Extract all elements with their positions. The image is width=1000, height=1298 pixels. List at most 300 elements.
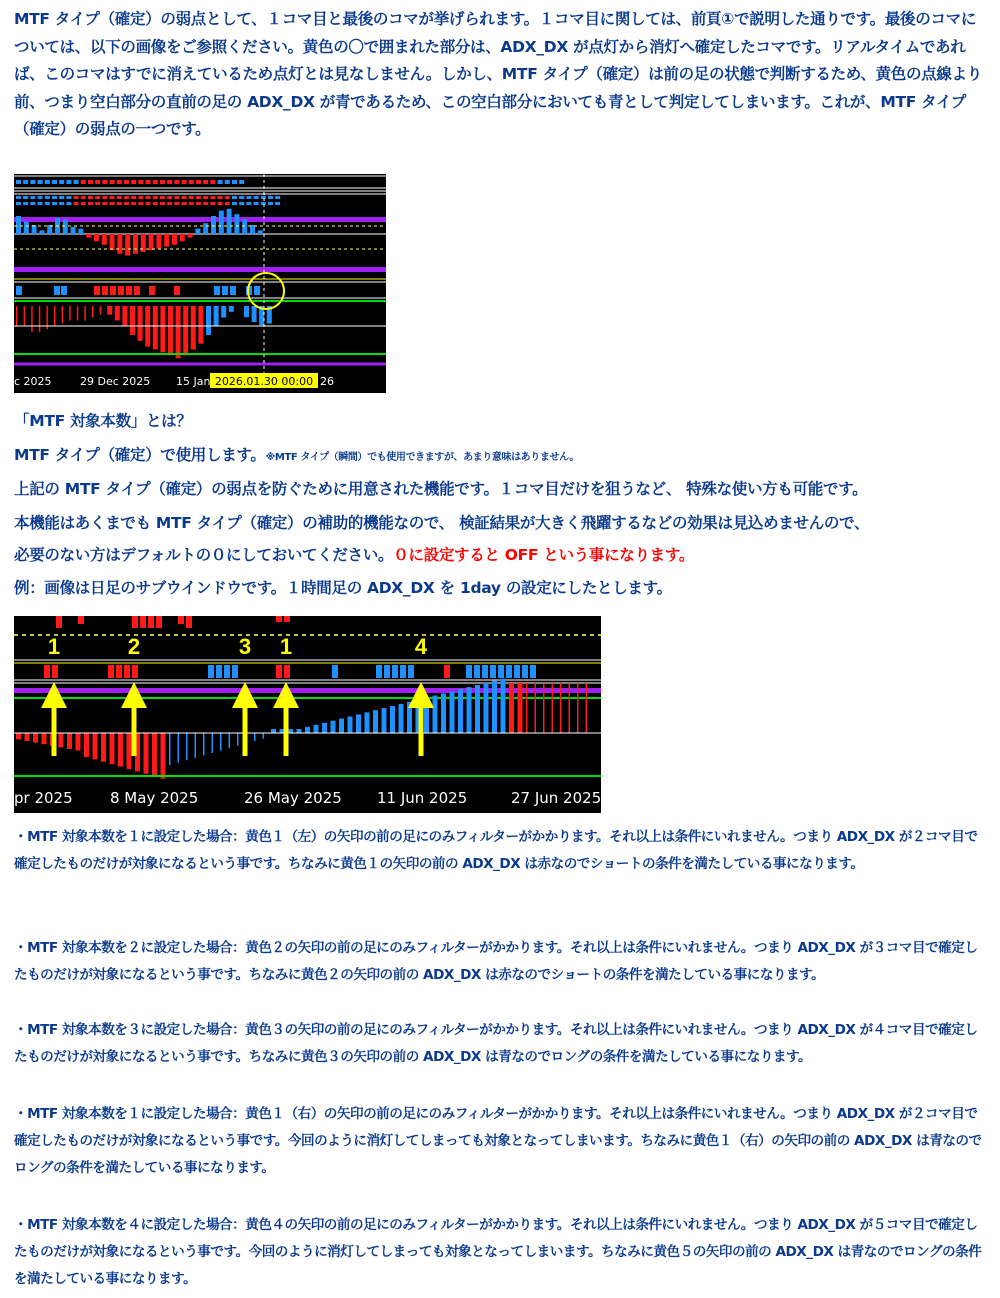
signal-square	[110, 202, 115, 205]
signal-square	[408, 665, 414, 678]
histogram-bar	[577, 683, 579, 733]
signal-square	[38, 202, 43, 205]
histogram-bar	[16, 306, 18, 326]
signal-square	[268, 202, 273, 205]
histogram-bar	[152, 733, 157, 776]
histogram-bar	[101, 733, 106, 762]
signal-square	[81, 196, 86, 199]
histogram-bar	[180, 234, 185, 241]
signal-square	[138, 180, 143, 184]
signal-square	[74, 180, 79, 184]
signal-square	[16, 196, 21, 199]
arrow-number-label: 1	[47, 634, 61, 659]
signal-square	[102, 202, 107, 205]
histogram-bar	[156, 234, 161, 248]
signal-square	[210, 202, 215, 205]
crosshair-date-label: 2026.01.30 00:00	[214, 375, 314, 388]
histogram-bar	[492, 681, 497, 733]
histogram-bar	[271, 729, 276, 733]
bullet-4: ・MTF 対象本数を１に設定した場合：黄色１（右）の矢印の前の足にのみフィルターがかかります。それ以上は条件にいれません。つまり ADX_DX が２コマ目で確定したものだけが対象になるという事です。今回のように消灯してしまっても対象となってしまいます。ちなみに黄色１（右）の矢印の前の ADX_DX は青なのでロングの条件を満たしている事になります。	[14, 1106, 982, 1176]
histogram-bar	[322, 723, 327, 733]
signal-square	[232, 196, 237, 199]
axis-tick-label: 26 May 2025	[244, 789, 342, 807]
axis-tick-label: 15 Jan	[176, 375, 211, 388]
signal-square	[124, 196, 129, 199]
histogram-bar	[178, 733, 180, 763]
default-red-text: ０に設定すると OFF という事になります。	[393, 546, 695, 564]
histogram-bar	[16, 216, 21, 234]
histogram-bar	[127, 733, 132, 769]
histogram-bar	[54, 306, 56, 326]
signal-square	[54, 286, 60, 295]
histogram-bar	[203, 223, 208, 234]
signal-square	[232, 180, 237, 184]
signal-square	[189, 180, 194, 184]
signal-square	[261, 202, 266, 205]
histogram-bar	[172, 234, 177, 245]
signal-square	[506, 665, 512, 678]
signal-square	[124, 665, 130, 678]
histogram-bar	[441, 693, 446, 733]
signal-square	[160, 202, 165, 205]
signal-square	[110, 196, 115, 199]
bullet-5: ・MTF 対象本数を４に設定した場合：黄色４の矢印の前の足にのみフィルターがかかります。それ以上は条件にいれません。つまり ADX_DX が５コマ目で確定したものだけが対象になるという事です。今回のように消灯してしまっても対象となってしまいます。ちなみに黄色５の矢印の前の ADX_DX は青なのでロングの条件を満たしている事になります。	[14, 1217, 982, 1287]
signal-square	[218, 180, 223, 184]
histogram-bar	[198, 306, 203, 344]
signal-square	[81, 202, 86, 205]
histogram-bar	[31, 306, 33, 332]
signal-square	[38, 196, 43, 199]
signal-square	[214, 286, 220, 295]
signal-square	[146, 202, 151, 205]
histogram-bar	[348, 717, 353, 734]
signal-square	[110, 180, 115, 184]
histogram-bar	[110, 234, 115, 250]
signal-square	[189, 202, 194, 205]
signal-square	[261, 196, 266, 199]
signal-square	[30, 202, 35, 205]
histogram-bar	[229, 733, 231, 748]
histogram-bar	[78, 229, 83, 234]
histogram-bar	[399, 704, 404, 733]
signal-square	[95, 180, 100, 184]
signal-square	[246, 202, 251, 205]
histogram-bar	[219, 211, 224, 234]
histogram-bar	[144, 733, 149, 774]
signal-square	[153, 202, 158, 205]
intro-paragraph: MTF タイプ（確定）の弱点として、１コマ目と最後のコマが挙げられます。１コマ目に関しては、前頁①で説明した通りです。最後のコマについては、以下の画像をご参照ください。黄色の〇で囲まれた部分は、ADX_DX が点灯から消灯へ確定したコマです。リアルタイムであれば、このコマはすでに消えているため点灯とは見なしません。しかし、MTF タイプ（確定）は前の足の状態で判断するため、黄色の点線より前、つまり空白部分の直前の足の ADX_DX が青であるため、この空白部分においても青として判定してしまいます。これが、MTF タイプ（確定）の弱点の一つです。	[14, 10, 982, 138]
arrow-number-label: 1	[279, 634, 293, 659]
signal-square	[117, 180, 122, 184]
signal-square	[530, 665, 536, 678]
signal-square	[196, 202, 201, 205]
signal-square	[232, 202, 237, 205]
histogram-bar	[115, 306, 120, 321]
signal-square	[131, 202, 136, 205]
signal-square	[182, 196, 187, 199]
histogram-bar	[132, 616, 138, 628]
signal-square	[131, 196, 136, 199]
signal-square	[224, 665, 230, 678]
histogram-bar	[195, 229, 200, 234]
signal-square	[522, 665, 528, 678]
signal-square	[44, 665, 50, 678]
signal-square	[174, 286, 180, 295]
histogram-bar	[153, 306, 158, 350]
bullet-3: ・MTF 対象本数を３に設定した場合：黄色３の矢印の前の足にのみフィルターがかかります。それ以上は条件にいれません。つまり ADX_DX が４コマ目で確定したものだけが対象になるという事です。ちなみに黄色３の矢印の前の ADX_DX は青なのでロングの条件を満たしている事になります。	[14, 1022, 978, 1065]
signal-square	[124, 202, 129, 205]
signal-square	[222, 286, 228, 295]
signal-square	[74, 196, 79, 199]
signal-square	[514, 665, 520, 678]
signal-square	[208, 665, 214, 678]
histogram-bar	[263, 733, 265, 739]
histogram-bar	[164, 234, 169, 247]
signal-square	[88, 196, 93, 199]
histogram-bar	[288, 729, 293, 733]
histogram-bar	[373, 710, 378, 733]
histogram-bar	[24, 306, 26, 326]
histogram-bar	[25, 733, 30, 741]
indicator-chart-arrows	[14, 616, 601, 813]
signal-square	[232, 665, 238, 678]
axis-tick-label: 8 May 2025	[110, 789, 199, 807]
histogram-bar	[543, 683, 545, 733]
signal-square	[146, 196, 151, 199]
signal-square	[117, 202, 122, 205]
signal-square	[384, 665, 390, 678]
histogram-bar	[178, 616, 184, 624]
signal-square	[146, 180, 151, 184]
histogram-bar	[169, 733, 171, 765]
signal-square	[276, 665, 282, 678]
histogram-bar	[244, 306, 249, 317]
histogram-bar	[237, 733, 239, 746]
histogram-bar	[211, 216, 216, 234]
signal-square	[94, 286, 100, 295]
signal-square	[66, 196, 71, 199]
histogram-bar	[76, 733, 81, 751]
signal-square	[174, 180, 179, 184]
signal-square	[239, 180, 244, 184]
indicator-chart-weak-point	[14, 174, 386, 393]
histogram-bar	[102, 234, 107, 245]
signal-square	[45, 202, 50, 205]
arrow-number-label: 2	[127, 634, 141, 659]
histogram-bar	[117, 234, 122, 254]
signal-square	[400, 665, 406, 678]
histogram-bar	[63, 220, 68, 234]
signal-square	[23, 202, 28, 205]
signal-square	[102, 180, 107, 184]
histogram-bar	[161, 733, 166, 779]
signal-square	[275, 196, 280, 199]
histogram-bar	[339, 719, 344, 733]
bullet-1: ・MTF 対象本数を１に設定した場合：黄色１（左）の矢印の前の足にのみフィルターがかかります。それ以上は条件にいれません。つまり ADX_DX が２コマ目で確定したものだけが対象になるという事です。ちなみに黄色１の矢印の前の ADX_DX は赤なのでショートの条件を満たしている事になります。	[14, 829, 978, 872]
histogram-bar	[168, 306, 173, 355]
signal-square	[482, 665, 488, 678]
signal-square	[167, 180, 172, 184]
signal-square	[138, 196, 143, 199]
signal-square	[225, 202, 230, 205]
signal-square	[110, 286, 116, 295]
signal-square	[174, 196, 179, 199]
signal-square	[108, 665, 114, 678]
signal-square	[16, 180, 21, 184]
histogram-bar	[458, 689, 463, 733]
signal-square	[218, 202, 223, 205]
signal-square	[254, 286, 260, 295]
histogram-bar	[69, 306, 71, 321]
axis-tick-label: c 2025	[14, 375, 52, 388]
histogram-bar	[212, 733, 214, 753]
signal-square	[239, 202, 244, 205]
signal-square	[134, 286, 140, 295]
histogram-bar	[365, 712, 370, 733]
signal-square	[196, 196, 201, 199]
signal-square	[95, 196, 100, 199]
histogram-bar	[382, 708, 387, 733]
signal-square	[61, 286, 67, 295]
highlight-circle	[248, 273, 284, 309]
signal-square	[153, 196, 158, 199]
signal-square	[30, 180, 35, 184]
histogram-bar	[484, 683, 489, 733]
signal-square	[52, 665, 58, 678]
signal-square	[88, 202, 93, 205]
signal-square	[203, 196, 208, 199]
usage-note: ※MTF タイプ（瞬間）でも使用できますが、あまり意味はありません。	[265, 452, 579, 463]
signal-square	[124, 180, 129, 184]
signal-square	[254, 196, 259, 199]
histogram-bar	[62, 306, 64, 323]
histogram-bar	[84, 306, 86, 321]
chart-1-svg	[14, 174, 386, 393]
signal-square	[189, 196, 194, 199]
signal-square	[81, 180, 86, 184]
histogram-bar	[356, 714, 361, 733]
signal-square	[246, 196, 251, 199]
histogram-bar	[284, 616, 290, 622]
signal-square	[218, 196, 223, 199]
histogram-bar	[450, 691, 455, 733]
signal-square	[52, 180, 57, 184]
signal-square	[225, 196, 230, 199]
signal-square	[38, 180, 43, 184]
histogram-bar	[390, 706, 395, 733]
histogram-bar	[186, 616, 192, 628]
signal-square	[59, 180, 64, 184]
aux-line: 本機能はあくまでも MTF タイプ（確定）の補助的機能なので、 検証結果が大きく飛躍するなどの効果は見込めませんので、	[14, 514, 870, 532]
signal-square	[149, 286, 155, 295]
signal-square	[239, 196, 244, 199]
histogram-bar	[305, 727, 310, 733]
histogram-bar	[78, 616, 84, 624]
histogram-bar	[203, 733, 205, 755]
signal-square	[230, 286, 236, 295]
arrow-number-label: 3	[238, 634, 252, 659]
histogram-bar	[77, 306, 79, 321]
signal-square	[275, 202, 280, 205]
histogram-bar	[509, 683, 514, 733]
histogram-bar	[206, 306, 211, 335]
histogram-bar	[149, 234, 154, 250]
histogram-bar	[242, 220, 247, 234]
signal-square	[131, 180, 136, 184]
histogram-bar	[569, 683, 571, 733]
histogram-bar	[535, 683, 537, 733]
signal-square	[30, 196, 35, 199]
histogram-bar	[314, 725, 319, 733]
histogram-bar	[195, 733, 197, 758]
signal-square	[88, 180, 93, 184]
default-text: 必要のない方はデフォルトの０にしておいてください。	[14, 546, 394, 564]
signal-square	[203, 180, 208, 184]
signal-square	[225, 180, 230, 184]
histogram-bar	[214, 306, 219, 326]
histogram-bar	[107, 306, 112, 315]
usage-line	[14, 443, 579, 465]
histogram-bar	[220, 733, 222, 751]
default-line	[14, 543, 694, 565]
signal-square	[16, 286, 22, 295]
purple-band	[14, 217, 386, 222]
signal-square	[117, 196, 122, 199]
histogram-bar	[552, 683, 554, 733]
yellow-arrow-head	[408, 682, 434, 708]
signal-square	[66, 202, 71, 205]
signal-square	[210, 196, 215, 199]
axis-tick-label: 27 Jun 2025	[511, 789, 601, 807]
signal-square	[466, 665, 472, 678]
signal-square	[167, 196, 172, 199]
usage-text: MTF タイプ（確定）で使用します。	[14, 446, 266, 464]
signal-square	[45, 196, 50, 199]
chart-2-svg	[14, 616, 601, 813]
signal-square	[66, 180, 71, 184]
histogram-bar	[118, 733, 123, 767]
histogram-bar	[122, 306, 127, 326]
histogram-bar	[125, 234, 130, 256]
signal-square	[16, 202, 21, 205]
signal-square	[52, 196, 57, 199]
histogram-bar	[148, 616, 154, 628]
signal-square	[132, 665, 138, 678]
histogram-bar	[56, 616, 62, 628]
signal-square	[474, 665, 480, 678]
histogram-bar	[518, 683, 523, 733]
signal-square	[174, 202, 179, 205]
signal-square	[203, 202, 208, 205]
histogram-bar	[33, 733, 38, 743]
signal-square	[167, 202, 172, 205]
signal-square	[182, 202, 187, 205]
signal-square	[59, 202, 64, 205]
histogram-bar	[140, 616, 146, 628]
histogram-bar	[188, 234, 193, 238]
signal-square	[284, 665, 290, 678]
histogram-bar	[297, 729, 302, 733]
signal-square	[216, 665, 222, 678]
signal-square	[102, 286, 108, 295]
purple-band	[14, 267, 386, 272]
histogram-bar	[16, 733, 21, 739]
histogram-bar	[433, 696, 438, 734]
signal-square	[392, 665, 398, 678]
histogram-bar	[276, 616, 282, 622]
axis-tick-label: pr 2025	[14, 789, 73, 807]
histogram-bar	[254, 733, 256, 741]
axis-tick-label: 29 Dec 2025	[80, 375, 151, 388]
histogram-bar	[229, 306, 234, 312]
signal-square	[153, 180, 158, 184]
histogram-bar	[92, 306, 94, 318]
signal-square	[45, 180, 50, 184]
histogram-bar	[138, 306, 143, 341]
axis-tick-label: 11 Jun 2025	[377, 789, 468, 807]
histogram-bar	[100, 306, 102, 315]
histogram-bar	[560, 683, 562, 733]
histogram-bar	[93, 733, 98, 759]
signal-square	[23, 196, 28, 199]
histogram-bar	[191, 306, 196, 350]
histogram-bar	[526, 683, 528, 733]
histogram-bar	[39, 306, 41, 332]
signal-square	[254, 202, 259, 205]
signal-square	[138, 202, 143, 205]
yellow-arrow-head	[121, 682, 147, 708]
histogram-bar	[501, 679, 506, 733]
signal-square	[23, 180, 28, 184]
signal-square	[126, 286, 132, 295]
histogram-bar	[221, 306, 226, 318]
yellow-arrow-head	[273, 682, 299, 708]
histogram-bar	[84, 733, 89, 757]
histogram-bar	[586, 683, 588, 733]
histogram-bar	[467, 687, 472, 733]
histogram-bar	[234, 214, 239, 234]
signal-square	[160, 196, 165, 199]
histogram-bar	[110, 733, 115, 764]
signal-square	[74, 202, 79, 205]
histogram-bar	[133, 234, 138, 254]
signal-square	[376, 665, 382, 678]
histogram-bar	[86, 234, 91, 238]
histogram-bar	[160, 306, 165, 352]
signal-square	[444, 665, 450, 678]
signal-square	[490, 665, 496, 678]
yellow-arrow-head	[41, 682, 67, 708]
signal-square	[332, 665, 338, 678]
purpose-line: 上記の MTF タイプ（確定）の弱点を防ぐために用意された機能です。１コマ目だけを狙うなど、 特殊な使い方も可能です。	[14, 480, 868, 498]
histogram-bar	[331, 721, 336, 733]
signal-square	[182, 180, 187, 184]
signal-square	[210, 180, 215, 184]
axis-tick-label: 26	[320, 375, 334, 388]
histogram-bar	[183, 306, 188, 355]
section-title: 「MTF 対象本数」とは？	[14, 412, 192, 430]
signal-square	[116, 665, 122, 678]
histogram-bar	[42, 733, 47, 744]
histogram-bar	[71, 227, 76, 234]
yellow-arrow-head	[232, 682, 258, 708]
histogram-bar	[475, 685, 480, 733]
histogram-bar	[252, 306, 257, 322]
bullet-2: ・MTF 対象本数を２に設定した場合：黄色２の矢印の前の足にのみフィルターがかかります。それ以上は条件にいれません。つまり ADX_DX が３コマ目で確定したものだけが対象になるという事です。ちなみに黄色２の矢印の前の ADX_DX は赤なのでショートの条件を満たしている事になります。	[14, 940, 978, 983]
histogram-bar	[186, 733, 188, 760]
signal-square	[268, 196, 273, 199]
histogram-bar	[227, 209, 232, 234]
